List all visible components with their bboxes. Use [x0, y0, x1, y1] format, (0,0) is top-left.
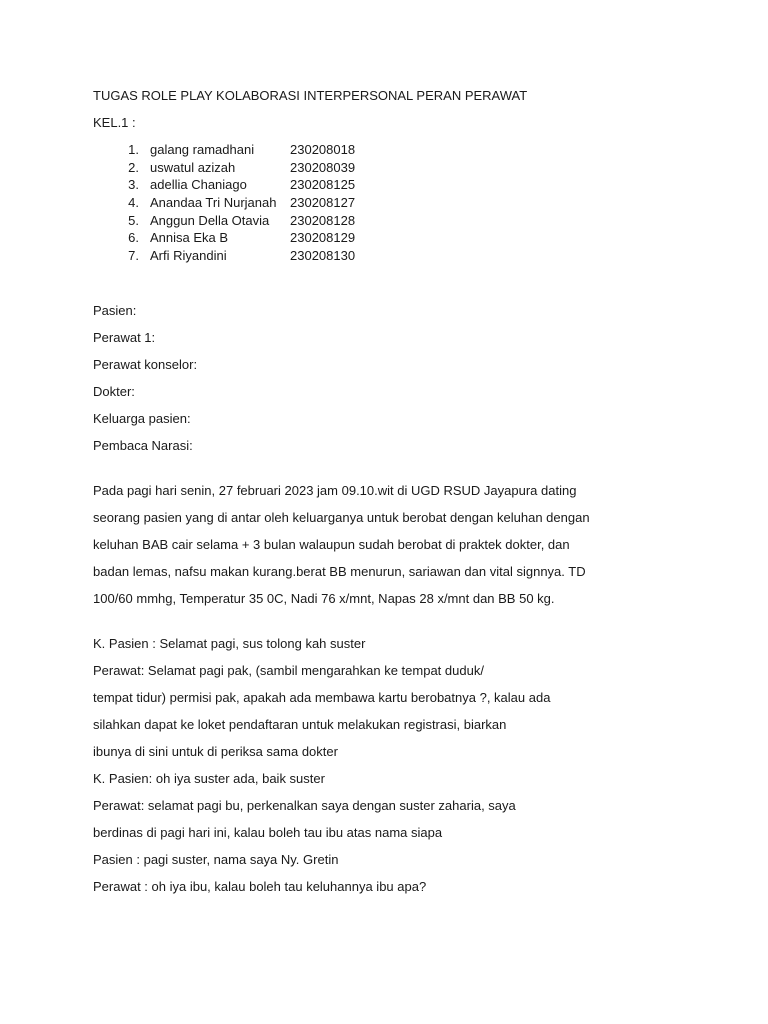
member-item [93, 194, 693, 212]
member-item [93, 159, 693, 177]
dialogue-line: K. Pasien: oh iya suster ada, baik suster [93, 770, 325, 786]
member-name: Anggun Della Otavia [150, 212, 270, 228]
role-pasien: Pasien: [93, 302, 137, 318]
member-item [93, 229, 693, 247]
member-item [93, 212, 693, 230]
member-number: 3. [128, 177, 139, 193]
dialogue-line: Perawat: selamat pagi bu, perkenalkan saya dengan suster zaharia, saya [93, 797, 516, 813]
member-name: Anandaa Tri Nurjanah [150, 195, 277, 211]
narration-line: seorang pasien yang di antar oleh keluarganya untuk berobat dengan keluhan dengan [93, 509, 590, 525]
member-nim: 230208125 [290, 177, 356, 193]
member-nim: 230208130 [290, 248, 356, 264]
role-dokter: Dokter: [93, 383, 135, 399]
member-name: Annisa Eka B [150, 230, 229, 246]
member-item [93, 176, 693, 194]
role-keluarga-pasien: Keluarga pasien: [93, 410, 191, 426]
dialogue-line: Pasien : pagi suster, nama saya Ny. Gretin [93, 851, 339, 867]
member-name: Arfi Riyandini [150, 248, 227, 264]
member-number: 5. [128, 212, 139, 228]
member-nim: 230208128 [290, 212, 356, 228]
role-perawat-1: Perawat 1: [93, 329, 156, 345]
document-title: TUGAS ROLE PLAY KOLABORASI INTERPERSONAL PERAN PERAWAT [93, 88, 528, 103]
member-nim: 230208127 [290, 195, 356, 211]
member-name: galang ramadhani [150, 142, 255, 157]
dialogue-line: tempat tidur) permisi pak, apakah ada membawa kartu berobatnya ?, kalau ada [93, 689, 551, 705]
dialogue-line: ibunya di sini untuk di periksa sama dokter [93, 743, 338, 759]
narration-line: 100/60 mmhg, Temperatur 35 0C, Nadi 76 x/mnt, Napas 28 x/mnt dan BB 50 kg. [93, 590, 555, 606]
role-list [93, 302, 693, 455]
member-nim: 230208129 [290, 230, 356, 246]
dialogue-line: K. Pasien : Selamat pagi, sus tolong kah suster [93, 635, 366, 651]
member-item [93, 141, 693, 159]
narration-line: Pada pagi hari senin, 27 februari 2023 jam 09.10.wit di UGD RSUD Jayapura dating [93, 482, 577, 498]
dialogue-section [93, 635, 693, 905]
dialogue-line: Perawat: Selamat pagi pak, (sambil mengarahkan ke tempat duduk/ [93, 662, 484, 678]
group-label: KEL.1 : [93, 115, 136, 130]
member-name: uswatul azizah [150, 159, 236, 175]
member-nim: 230208018 [290, 142, 356, 157]
document-body [93, 87, 693, 905]
narration-line: badan lemas, nafsu makan kurang.berat BB menurun, sariawan dan vital signnya. TD [93, 563, 586, 579]
member-number: 2. [128, 159, 139, 175]
dialogue-line: silahkan dapat ke loket pendaftaran untuk melakukan registrasi, biarkan [93, 716, 507, 732]
member-item [93, 247, 693, 265]
member-list [93, 141, 693, 265]
narration-line: keluhan BAB cair selama + 3 bulan walaupun sudah berobat di praktek dokter, dan [93, 536, 570, 552]
role-pembaca-narasi: Pembaca Narasi: [93, 437, 193, 453]
narration-paragraph [93, 482, 693, 617]
role-perawat-konselor: Perawat konselor: [93, 356, 198, 372]
dialogue-line: berdinas di pagi hari ini, kalau boleh tau ibu atas nama siapa [93, 824, 443, 840]
member-number: 6. [128, 230, 139, 246]
member-number: 4. [128, 195, 139, 211]
member-name: adellia Chaniago [150, 177, 247, 193]
member-number: 7. [128, 248, 139, 264]
dialogue-line: Perawat : oh iya ibu, kalau boleh tau keluhannya ibu apa? [93, 878, 427, 894]
member-number: 1. [128, 142, 139, 157]
member-nim: 230208039 [290, 159, 356, 175]
